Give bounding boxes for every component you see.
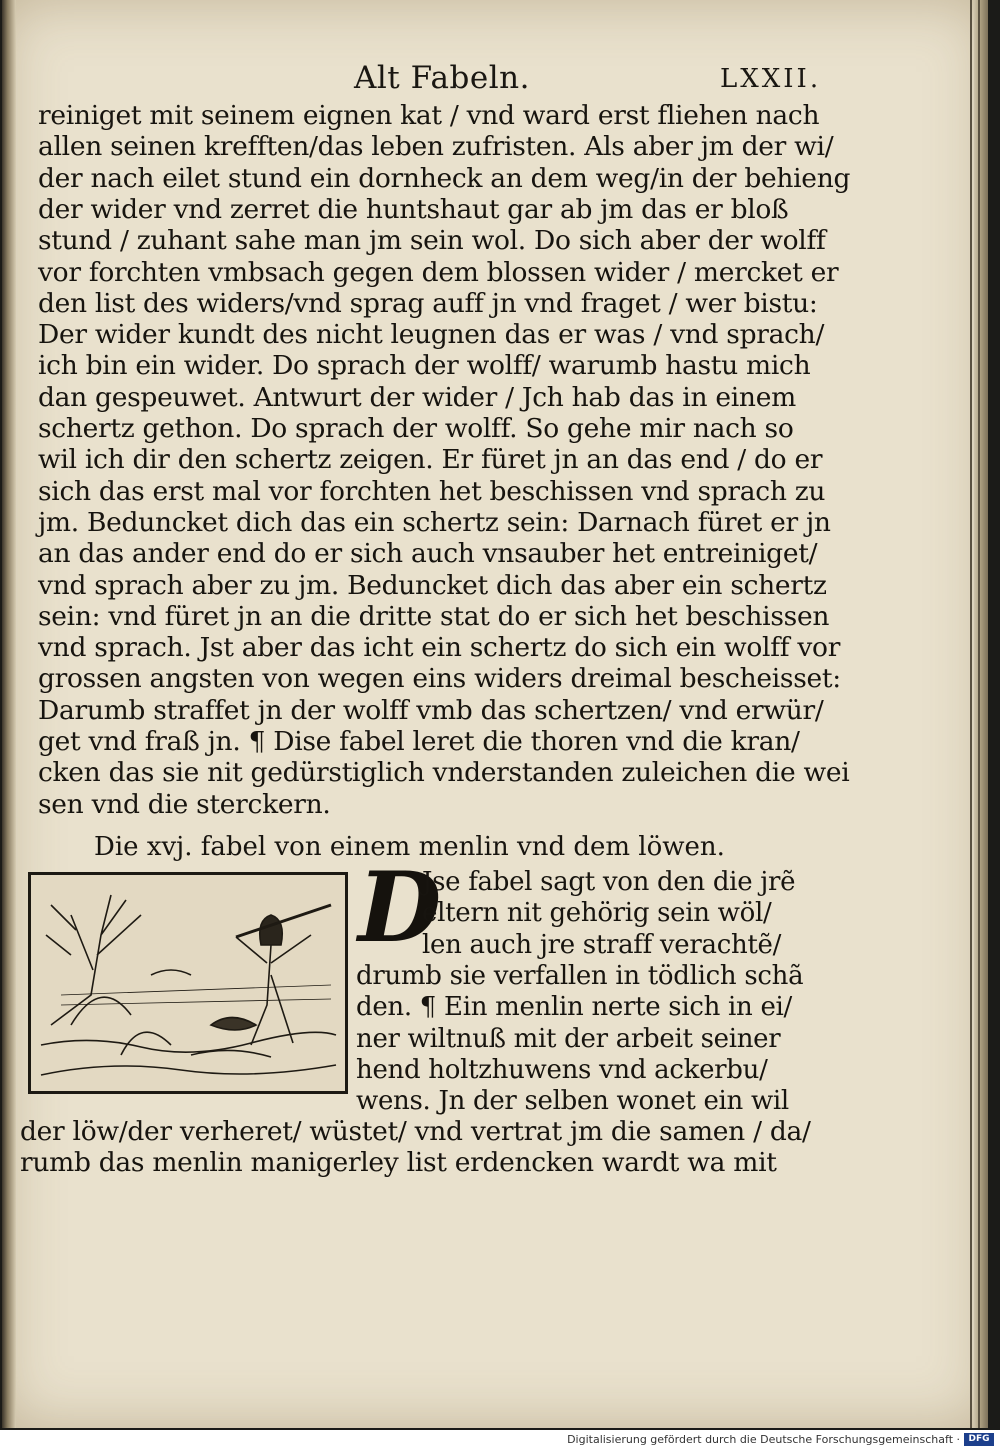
woodcut-image [31,875,345,1091]
text-line: reiniget mit seinem eignen kat / vnd ward erst fliehen nach [38,100,820,131]
text-line: ich bin ein wider. Do sprach der wolff/ warumb hastu mich [38,350,811,382]
text-line: grossen angsten von wegen eins widers dreimal bescheisset: [38,663,841,695]
text-line: len auch jre straff verachtẽ/ [422,929,782,960]
edge-rule [970,0,972,1428]
text-line: schertz gethon. Do sprach der wolff. So gehe mir nach so [38,413,794,444]
text-line: wil ich dir den schertz zeigen. Er füret jn an das end / do er [38,444,823,476]
text-line: dan gespeuwet. Antwurt der wider / Jch hab das in einem [38,381,796,413]
text-line: Jse fabel sagt von den die jrẽ [422,867,796,897]
text-line: Der wider kundt des nicht leugnen das er was / vnd sprach/ [38,319,825,351]
text-line: drumb sie verfallen in tödlich schã [356,960,804,991]
dfg-logo: DFG [964,1433,994,1446]
book-page [2,0,988,1428]
woodcut-illustration [28,872,348,1094]
text-line: allen seinen krefften/das leben zufristen. Als aber jm der wi/ [38,131,834,163]
text-line: jm. Beduncket dich das ein schertz sein: Darnach füret er jn [38,506,831,538]
text-line: der wider vnd zerret die huntshaut gar ab jm das er bloß [38,193,789,225]
folio-number: LXXII. [720,64,822,94]
text-line: ner wiltnuß mit der arbeit seiner [356,1023,781,1054]
text-line: cken das sie nit gedürstiglich vnderstanden zuleichen die wei [38,757,850,789]
text-line: der löw/der verheret/ wüstet/ vnd vertrat jm die samen / da/ [20,1116,811,1147]
text-line: vnd sprach. Jst aber das icht ein schertz do sich ein wolff vor [38,632,841,664]
text-line: sich das erst mal vor forchten het beschissen vnd sprach zu [38,475,826,507]
decorated-initial: D [358,851,442,964]
running-title: Alt Fabeln. [354,60,530,96]
text-line: der nach eilet stund ein dornheck an dem weg/in der behieng [38,162,851,194]
text-line: den list des widers/vnd sprag auff jn vnd fraget / wer bistu: [38,287,818,319]
text-line: hend holtzhuwens vnd ackerbu/ [356,1054,768,1085]
text-line: Darumb straffet jn der wolff vmb das schertzen/ vnd erwür/ [38,694,824,726]
text-line: an das ander end do er sich auch vnsauber het entreiniget/ [38,538,818,570]
text-line: sein: vnd füret jn an die dritte stat do er sich het beschissen [38,600,830,632]
text-line: stund / zuhant sahe man jm sein wol. Do sich aber der wolff [38,225,826,257]
text-line: eltern nit gehörig sein wöl/ [422,898,772,929]
funding-credit: Digitalisierung gefördert durch die Deutsche Forschungsgemeinschaft · [567,1433,960,1446]
text-line: get vnd fraß jn. ¶ Dise fabel leret die thoren vnd die kran/ [38,726,800,757]
text-line: den. ¶ Ein menlin nerte sich in ei/ [356,992,793,1023]
text-line: vor forchten vmbsach gegen dem blossen wider / mercket er [38,256,839,288]
page-edge [974,0,988,1428]
footer-bar [0,1430,1000,1450]
edge-rule [978,0,980,1428]
fable-heading: Die xvj. fabel von einem menlin vnd dem löwen. [94,832,725,862]
text-line: vnd sprach aber zu jm. Beduncket dich das aber ein schertz [38,569,827,601]
text-line: sen vnd die sterckern. [38,788,331,820]
text-line: wens. Jn der selben wonet ein wil [356,1086,789,1117]
text-line: rumb das menlin manigerley list erdencken wardt wa mit [20,1147,777,1179]
